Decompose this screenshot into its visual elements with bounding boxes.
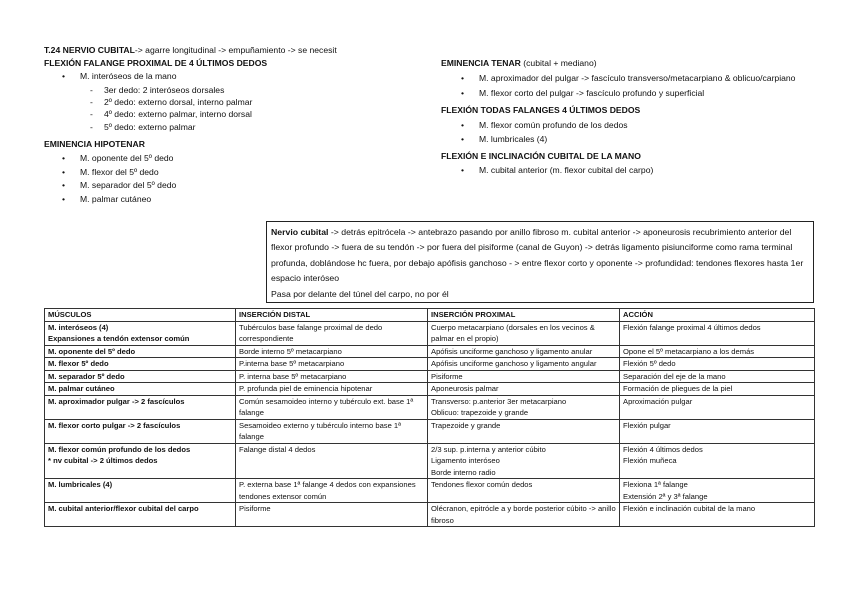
cell-muscle: M. separador 5º dedo [45, 370, 236, 383]
section-heading-hipotenar: EMINENCIA HIPOTENAR [44, 139, 145, 150]
section-heading-inclinacion: FLEXIÓN E INCLINACIÓN CUBITAL DE LA MANO [441, 151, 641, 162]
right-column [441, 57, 813, 178]
cell-insertion-distal: Pisiforme [236, 503, 428, 527]
cell-insertion-distal: P.interna base 5º metacarpiano [236, 358, 428, 371]
list-item: • M. aproximador del pulgar -> fascículo transverso/metacarpiano & oblicuo/carpiano [441, 72, 813, 86]
list-item: - 5º dedo: externo palmar [44, 121, 404, 133]
list-item: - 4º dedo: externo palmar, interno dorsal [44, 108, 404, 120]
list-item: • M. cubital anterior (m. flexor cubital del carpo) [441, 164, 813, 178]
section-heading-flexion-proximal: FLEXIÓN FALANGE PROXIMAL DE 4 ÚLTIMOS DEDOS [44, 58, 268, 68]
cell-insertion-proximal: Apófisis unciforme ganchoso y ligamento angular [428, 358, 620, 371]
column-header: MÚSCULOS [45, 309, 236, 322]
cell-insertion-proximal: Aponeurosis palmar [428, 383, 620, 396]
nerve-pathway-box [266, 221, 814, 303]
cell-insertion-distal: P. externa base 1ª falange 4 dedos con expansiones tendones extensor común [236, 479, 428, 503]
cell-insertion-distal: P. interna base 5º metacarpiano [236, 370, 428, 383]
cell-action: Flexión falange proximal 4 últimos dedos [620, 321, 815, 345]
column-header: ACCIÓN [620, 309, 815, 322]
cell-action: Flexión e inclinación cubital de la mano [620, 503, 815, 527]
cell-insertion-proximal: Trapezoide y grande [428, 419, 620, 443]
inclinacion-list [441, 164, 813, 178]
cell-action: Aproximación pulgar [620, 395, 815, 419]
cell-insertion-distal: Falange distal 4 dedos [236, 443, 428, 479]
cell-muscle: M. palmar cutáneo [45, 383, 236, 396]
table-row [45, 503, 815, 527]
list-item: • M. flexor del 5º dedo [44, 166, 404, 180]
list-item: • M. interóseos de la mano [44, 70, 404, 84]
cell-insertion-proximal: Tendones flexor común dedos [428, 479, 620, 503]
title-line [44, 44, 337, 57]
nerve-label: Nervio cubital [271, 227, 329, 237]
list-item: • M. lumbricales (4) [441, 133, 813, 147]
muscles-table [44, 308, 815, 527]
hipotenar-list [44, 152, 404, 206]
left-column [44, 57, 404, 207]
cell-muscle: M. aproximador pulgar -> 2 fascículos [45, 395, 236, 419]
tenar-list [441, 72, 813, 100]
cell-insertion-distal: Borde interno 5º metacarpiano [236, 345, 428, 358]
list-item: • M. oponente del 5º dedo [44, 152, 404, 166]
cell-insertion-proximal: Cuerpo metacarpiano (dorsales en los vecinos & palmar en el propio) [428, 321, 620, 345]
table-row [45, 395, 815, 419]
nerve-note: Pasa por delante del túnel del carpo, no por él [271, 288, 449, 299]
table-row [45, 443, 815, 479]
title-code: T.24 NERVIO CUBITAL [44, 45, 135, 55]
table-header-row [45, 309, 815, 322]
cell-insertion-distal: Tubérculos base falange proximal de dedo correspondiente [236, 321, 428, 345]
interoseos-sublist [44, 84, 404, 134]
nerve-description: -> detrás epitrócela -> antebrazo pasando por anillo fibroso m. cubital anterior -> aponeurosis recubrimiento anterior del flexor profundo -> fuera de su tendón -> por fuera del pisiforme (canal de Guyon) -> detrás ligamento pisiunciforme como rama terminal profunda, doblándose hc fuera, por debajo apófisis ganchoso - > entre flexor corto y oponente -> profundidad: tendones flexores hasta 1er espacio interóseo [271, 227, 804, 284]
cell-insertion-proximal: Apófisis unciforme ganchoso y ligamento anular [428, 345, 620, 358]
list-item: • M. flexor corto del pulgar -> fascículo profundo y superficial [441, 87, 813, 101]
cell-insertion-distal: Sesamoideo externo y tubérculo interno base 1ª falange [236, 419, 428, 443]
table-row [45, 479, 815, 503]
flexion-list [441, 119, 813, 146]
list-item: • M. flexor común profundo de los dedos [441, 119, 813, 133]
table-row [45, 358, 815, 371]
column-header: INSERCIÓN DISTAL [236, 309, 428, 322]
table-row [45, 345, 815, 358]
cell-insertion-distal: P. profunda piel de eminencia hipotenar [236, 383, 428, 396]
table-row [45, 383, 815, 396]
section-heading-flexion-falanges: FLEXIÓN TODAS FALANGES 4 ÚLTIMOS DEDOS [441, 105, 641, 116]
cell-muscle: M. flexor corto pulgar -> 2 fascículos [45, 419, 236, 443]
cell-insertion-distal: Común sesamoideo interno y tubérculo ext. base 1ª falange [236, 395, 428, 419]
cell-muscle: M. oponente del 5º dedo [45, 345, 236, 358]
tenar-heading-suffix: (cubital + mediano) [520, 58, 597, 68]
cell-muscle: M. cubital anterior/flexor cubital del carpo [45, 503, 236, 527]
table-body [45, 321, 815, 527]
cell-insertion-proximal: Transverso: p.anterior 3er metacarpiano Oblicuo: trapezoide y grande [428, 395, 620, 419]
list-item: - 3er dedo: 2 interóseos dorsales [44, 84, 404, 96]
cell-action: Formación de pliegues de la piel [620, 383, 815, 396]
list-item: - 2º dedo: externo dorsal, interno palmar [44, 96, 404, 108]
cell-muscle: M. interóseos (4) Expansiones a tendón extensor común [45, 321, 236, 345]
table-row [45, 321, 815, 345]
cell-action: Flexión 4 últimos dedos Flexión muñeca [620, 443, 815, 479]
tenar-heading-line [441, 57, 813, 70]
cell-muscle: M. lumbricales (4) [45, 479, 236, 503]
cell-action: Flexión 5º dedo [620, 358, 815, 371]
cell-insertion-proximal: Olécranon, epitrócle a y borde posterior cúbito -> anillo fibroso [428, 503, 620, 527]
cell-action: Flexiona 1ª falange Extensión 2ª y 3ª falange [620, 479, 815, 503]
section-heading-tenar: EMINENCIA TENAR [441, 58, 521, 68]
cell-muscle: M. flexor 5º dedo [45, 358, 236, 371]
cell-muscle: M. flexor común profundo de los dedos * nv cubital -> 2 últimos dedos [45, 443, 236, 479]
title-rest: -> agarre longitudinal -> empuñamiento -> se necesit [134, 45, 337, 55]
table-row [45, 370, 815, 383]
cell-insertion-proximal: Pisiforme [428, 370, 620, 383]
list-item: • M. palmar cutáneo [44, 193, 404, 207]
cell-action: Opone el 5º metacarpiano a los demás [620, 345, 815, 358]
cell-action: Flexión pulgar [620, 419, 815, 443]
table-row [45, 419, 815, 443]
cell-action: Separación del eje de la mano [620, 370, 815, 383]
cell-insertion-proximal: 2/3 sup. p.interna y anterior cúbito Ligamento interóseo Borde interno radio [428, 443, 620, 479]
nerve-pathway-text [271, 225, 809, 287]
list-item: • M. separador del 5º dedo [44, 179, 404, 193]
column-header: INSERCIÓN PROXIMAL [428, 309, 620, 322]
interoseos-list [44, 70, 404, 84]
